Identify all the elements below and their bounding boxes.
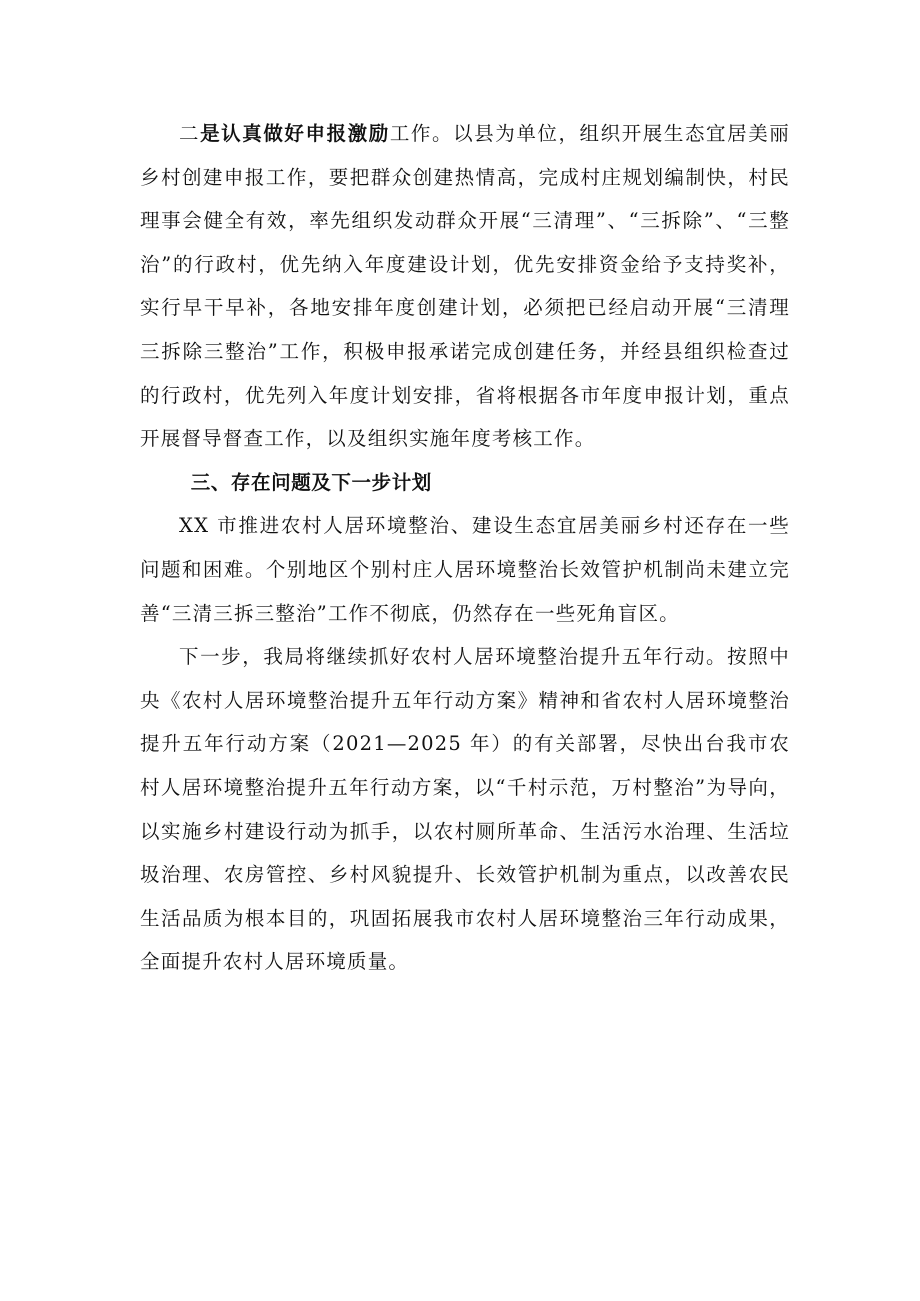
document-body xyxy=(140,112,790,984)
paragraph-problems: XX 市推进农村人居环境整治、建设生态宜居美丽乡村还存在一些问题和困难。个别地区个别村庄人居环境整治长效管护机制尚未建立完善“三清三拆三整治”工作不彻底，仍然存在一些死角盲区。 xyxy=(140,514,790,625)
section-heading: 三、存在问题及下一步计划 xyxy=(190,470,432,494)
paragraph-lead: 二 xyxy=(179,122,201,145)
paragraph-application-incentive xyxy=(140,112,790,461)
paragraph-text: 工作。以县为单位，组织开展生态宜居美丽乡村创建申报工作，要把群众创建热情高，完成村庄规划编制快，村民理事会健全有效，率先组织发动群众开展“三清理”、“三拆除”、“三整治”的行政村，优先纳入年度建设计划，优先安排资金给予支持奖补，实行早干早补，各地安排年度创建计划，必须把已经启动开展“三清理三拆除三整治”工作，积极申报承诺完成创建任务，并经县组织检查过的行政村，优先列入年度计划安排，省将根据各市年度申报计划，重点开展督导督查工作，以及组织实施年度考核工作。 xyxy=(140,122,790,451)
paragraph-bold-phrase: 是认真做好申报激励 xyxy=(200,122,390,145)
paragraph-next-steps: 下一步，我局将继续抓好农村人居环境整治提升五年行动。按照中央《农村人居环境整治提升五年行动方案》精神和省农村人居环境整治提升五年行动方案（2021—2025 年）的有关部署，尽快出台我市农村人居环境整治提升五年行动方案，以“千村示范，万村整治”为导向，以实施乡村建设行动为抓手，以农村厕所革命、生活污水治理、生活垃圾治理、农房管控、乡村风貌提升、长效管护机制为重点，以改善农民生活品质为根本目的，巩固拓展我市农村人居环境整治三年行动成果，全面提升农村人居环境质量。 xyxy=(140,645,790,974)
